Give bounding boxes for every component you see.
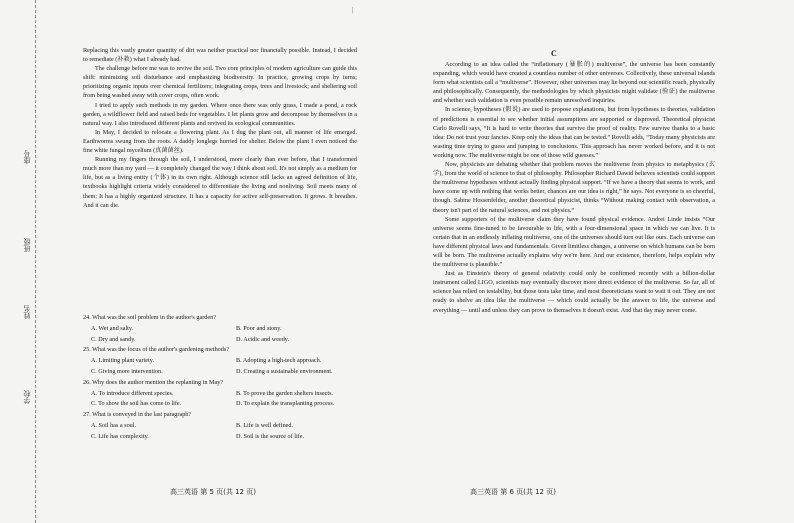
binding-dashed-line	[35, 0, 36, 523]
page-footer-right: 高三英语 第 6 页(共 12 页)	[470, 488, 556, 496]
paragraph: Just as Einstein's theory of general relativity could only be confirmed recently with a billion-dollar instrument called LIGO, scientists may eventually discover more direct evidence of the multiverse. So far, all of science has relied on testability, but those tests take time, and most theoreticians want to wait it out. They are not ready to shelve an idea like the multiverse — which could actually be the answer to life, the universe and everything — until and unless they can prove to themselves it doesn't exist. And that day may never come.	[433, 270, 715, 314]
binding-strip	[0, 0, 60, 523]
question-25	[83, 345, 373, 377]
option-b: B. To prove the garden shelters insects.	[236, 389, 334, 397]
paragraph: In science, hypotheses (假说) are used to propose explanations, but from hypotheses to theories, validation of predictions is essential to see whether initial assumptions are supported or disproved. Theoretical physicist Carlo Rovelli says, “It is hard to write theories that survive the proof of reality. Few survive thanks to a basic idea: Do not trust your fancies. Keep only the ideas that can be tested.” Rovelli adds, “Today many physicists are wasting time trying to guess and jumping to conclusions. This approach has never worked before, and it is not working now. The multiverse might be one of those wild guesses.”	[433, 106, 715, 159]
option-d: D. Creating a sustainable environment.	[236, 367, 333, 375]
page-footer-left: 高三英语 第 5 页(共 12 页)	[170, 488, 256, 496]
option-d: D. Soil is the source of life.	[236, 432, 305, 440]
question-24	[83, 313, 373, 345]
question-stem: 25. What was the focus of the author's gardening methods?	[83, 346, 230, 354]
paragraph: Now, physicists are debating whether that problem moves the multiverse from physics to metaphysics (玄学), from the world of science to that of philosophy. Philosopher Richard Dawid believes scientists could support the multiverse hypotheses without actually finding physical support. “If we have a theory that seems to work, and have come up with nothing that works better, chances are our idea is right,” he says. Not everyone is so cheerful, though. Sabine Hossenfelder, another theoretical physicist, thinks “Without making contact with observation, a theory isn't part of the natural sciences, and not physics.”	[433, 161, 715, 214]
question-26	[83, 378, 373, 410]
paragraph: According to an idea called the “inflationary (暴胀的) multiverse”, the universe has been constantly expanding, which would have created a countless number of other universes. Collectively, these universal islands form what scientists call a “multiverse”. However, other universes may lie beyond our scientific reach, physically and philosophically. Consequently, the methodologies by which physicists might validate (验证) the multiverse and whether such validation is even possible remain unresolved inquiries.	[433, 61, 715, 105]
option-c: C. Giving more intervention.	[91, 367, 163, 375]
option-b: B. Poor and stony.	[236, 324, 282, 332]
question-stem: 26. Why does the author mention the replanting in May?	[83, 378, 224, 386]
paragraph: I tried to apply such methods in my garden. Where once there was only grass, I made a pond, a rock garden, a wildflower field and raised beds for vegetables. I let plants grow and decompose by themselves in a natural way. I also introduced different plants and revived its ecological communities.	[83, 101, 357, 127]
class-field: 班级	[23, 238, 31, 252]
paragraph: The challenge before me was to revive the soil. Two core principles of modern agriculture can guide this shift: minimizing soil disturbance and emphasizing biodiversity. In practice, growing crops by turns; prioritizing organic inputs over chemical fertilizers; integrating crops, trees and livestock; and sheltering soil from being washed away with cover crops, often work.	[83, 65, 357, 100]
right-passage	[433, 60, 715, 315]
name-field: 姓名	[23, 305, 31, 319]
option-c: C. Life has complexity.	[91, 432, 149, 440]
top-mark: |	[352, 6, 354, 14]
paragraph: Replacing this vastly greater quantity of dirt was neither practical nor financially possible. Instead, I decided to remediate (补救) what I already had.	[83, 47, 357, 64]
question-stem: 27. What is conveyed in the last paragraph?	[83, 411, 192, 419]
question-27	[83, 410, 373, 442]
option-a: A. Wet and salty.	[91, 324, 134, 332]
option-c: C. Dry and sandy.	[91, 335, 136, 343]
seat-number-field: 座号	[23, 150, 31, 164]
paragraph: Some supporters of the multiverse claim they have found physical evidence. Andrei Linde insists “Our universe seems fine-tuned to be favourable to life, with a four-dimensional space in which we can live. It is certain that in an endlessly inflating multiverse, one of the universes should turn out like ours. Each universe can have different physical laws and fundamentals. Given limitless changes, a universe on which humans can be born will be born. The multiverse actually explains why we're here. And our existence, therefore, helps explain why the multiverse is plausible.”	[433, 215, 715, 269]
option-a: A. Limiting plant variety.	[91, 357, 155, 365]
section-letter: C	[551, 49, 557, 58]
option-a: A. Soil has a soul.	[91, 421, 137, 429]
option-d: D. To explain the transplanting process.	[236, 400, 335, 408]
option-a: A. To introduce different species.	[91, 389, 174, 397]
option-b: B. Life is well defined.	[236, 421, 294, 429]
paragraph: In May, I decided to relocate a flowering plant. As I dug the plant out, all manner of life emerged. Earthworms swung from the roots. A daddy longlegs hurried for shelter. Below the plant I even noticed the fine white fungal mycelium (真菌菌丝).	[83, 128, 357, 155]
option-d: D. Acidic and weedy.	[236, 335, 290, 343]
left-passage	[83, 46, 357, 210]
paragraph: Running my fingers through the soil, I understood, more clearly than ever before, that I transformed much more than my yard — it completely changed the way I think about soil. It's not simply as a medium for life, but as a living entity (个体) in its own right. Although science still lacks an agreed definition of life, textbooks highlight criteria widely considered to differentiate the living and nonliving. Soil meets many of them: It has a highly organized structure. It has a capacity for active self-preservation. It grows. It breathes. And it can die.	[83, 156, 357, 209]
option-c: C. To show the soil has come to life.	[91, 400, 182, 408]
option-b: B. Adopting a high-tech approach.	[236, 357, 322, 365]
question-list	[83, 313, 373, 443]
school-field: 学校	[23, 390, 31, 404]
question-stem: 24. What was the soil problem in the author's garden?	[83, 314, 216, 321]
